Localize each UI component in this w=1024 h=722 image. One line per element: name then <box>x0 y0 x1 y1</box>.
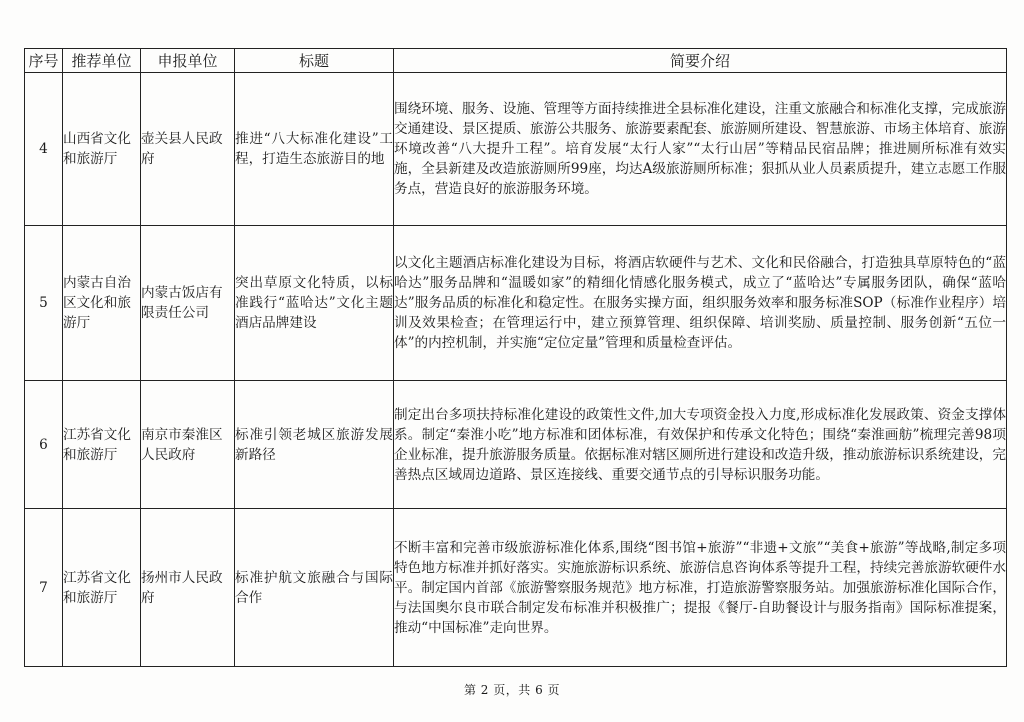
row-applicant: 内蒙古饭店有限责任公司 <box>141 226 235 381</box>
row-applicant: 壶关县人民政府 <box>141 73 235 226</box>
row-description: 不断丰富和完善市级旅游标准化体系,围绕“图书馆+旅游”“非遗+文旅”“美食+旅游”等战略,制定多项特色地方标准并抓好落实。实施旅游标识系统、旅游信息咨询体系等提升工程，持续完善旅游软硬件水平。制定国内首部《旅游警察服务规范》地方标准，打造旅游警察服务站。加强旅游标准化国际合作，与法国奥尔良市联合制定发布标准并积极推广；提报《餐厅-自助餐设计与服务指南》国际标准提案，推动“中国标准”走向世界。 <box>394 509 1007 667</box>
header-applicant: 申报单位 <box>141 49 235 73</box>
row-number: 6 <box>25 381 63 509</box>
row-number: 7 <box>25 509 63 667</box>
row-number: 4 <box>25 73 63 226</box>
row-recommender: 山西省文化和旅游厅 <box>63 73 141 226</box>
table-row <box>25 381 1007 509</box>
row-applicant: 南京市秦淮区人民政府 <box>141 381 235 509</box>
table-row <box>25 509 1007 667</box>
row-description: 围绕环境、服务、设施、管理等方面持续推进全县标准化建设，注重文旅融合和标准化支撑，完成旅游交通建设、景区提质、旅游公共服务、旅游要素配套、旅游厕所建设、智慧旅游、市场主体培育、旅游环境改善“八大提升工程”。培育发展“太行人家”“太行山居”等精品民宿品牌；推进厕所标准有效实施，全县新建及改造旅游厕所99座，均达A级旅游厕所标准；狠抓从业人员素质提升，建立志愿工作服务点，营造良好的旅游服务环境。 <box>394 73 1007 226</box>
table-row <box>25 226 1007 381</box>
row-description: 制定出台多项扶持标准化建设的政策性文件,加大专项资金投入力度,形成标准化发展政策、资金支撑体系。制定“秦淮小吃”地方标准和团体标准，有效保护和传承文化特色；围绕“秦淮画舫”梳理完善98项企业标准，提升旅游服务质量。依据标准对辖区厕所进行建设和改造升级，推动旅游标识系统建设，完善热点区域周边道路、景区连接线、重要交通节点的引导标识服务功能。 <box>394 381 1007 509</box>
row-title: 标准引领老城区旅游发展新路径 <box>235 381 394 509</box>
row-title: 推进“八大标准化建设”工程，打造生态旅游目的地 <box>235 73 394 226</box>
row-applicant: 扬州市人民政府 <box>141 509 235 667</box>
row-title: 标准护航文旅融合与国际合作 <box>235 509 394 667</box>
row-recommender: 内蒙古自治区文化和旅游厅 <box>63 226 141 381</box>
row-recommender: 江苏省文化和旅游厅 <box>63 381 141 509</box>
page-footer: 第 2 页，共 6 页 <box>463 683 561 697</box>
row-description: 以文化主题酒店标准化建设为目标，将酒店软硬件与艺术、文化和民俗融合，打造独具草原特色的“蓝哈达”服务品牌和“温暖如家”的精细化情感化服务模式，成立了“蓝哈达”专属服务团队，确保“蓝哈达”服务品质的标准化和稳定性。在服务实操方面，组织服务效率和服务标准SOP（标准作业程序）培训及效果检查；在管理运行中，建立预算管理、组织保障、培训奖励、质量控制、服务创新“五位一体”的内控机制，并实施“定位定量”管理和质量检查评估。 <box>394 226 1007 381</box>
table-row <box>25 73 1007 226</box>
header-number: 序号 <box>25 49 63 73</box>
header-description: 简要介绍 <box>394 49 1007 73</box>
recommendation-table <box>24 48 1007 667</box>
header-title: 标题 <box>235 49 394 73</box>
table-header-row <box>25 49 1007 73</box>
row-number: 5 <box>25 226 63 381</box>
header-recommender: 推荐单位 <box>63 49 141 73</box>
row-title: 突出草原文化特质，以标准践行“蓝哈达”文化主题酒店品牌建设 <box>235 226 394 381</box>
row-recommender: 江苏省文化和旅游厅 <box>63 509 141 667</box>
